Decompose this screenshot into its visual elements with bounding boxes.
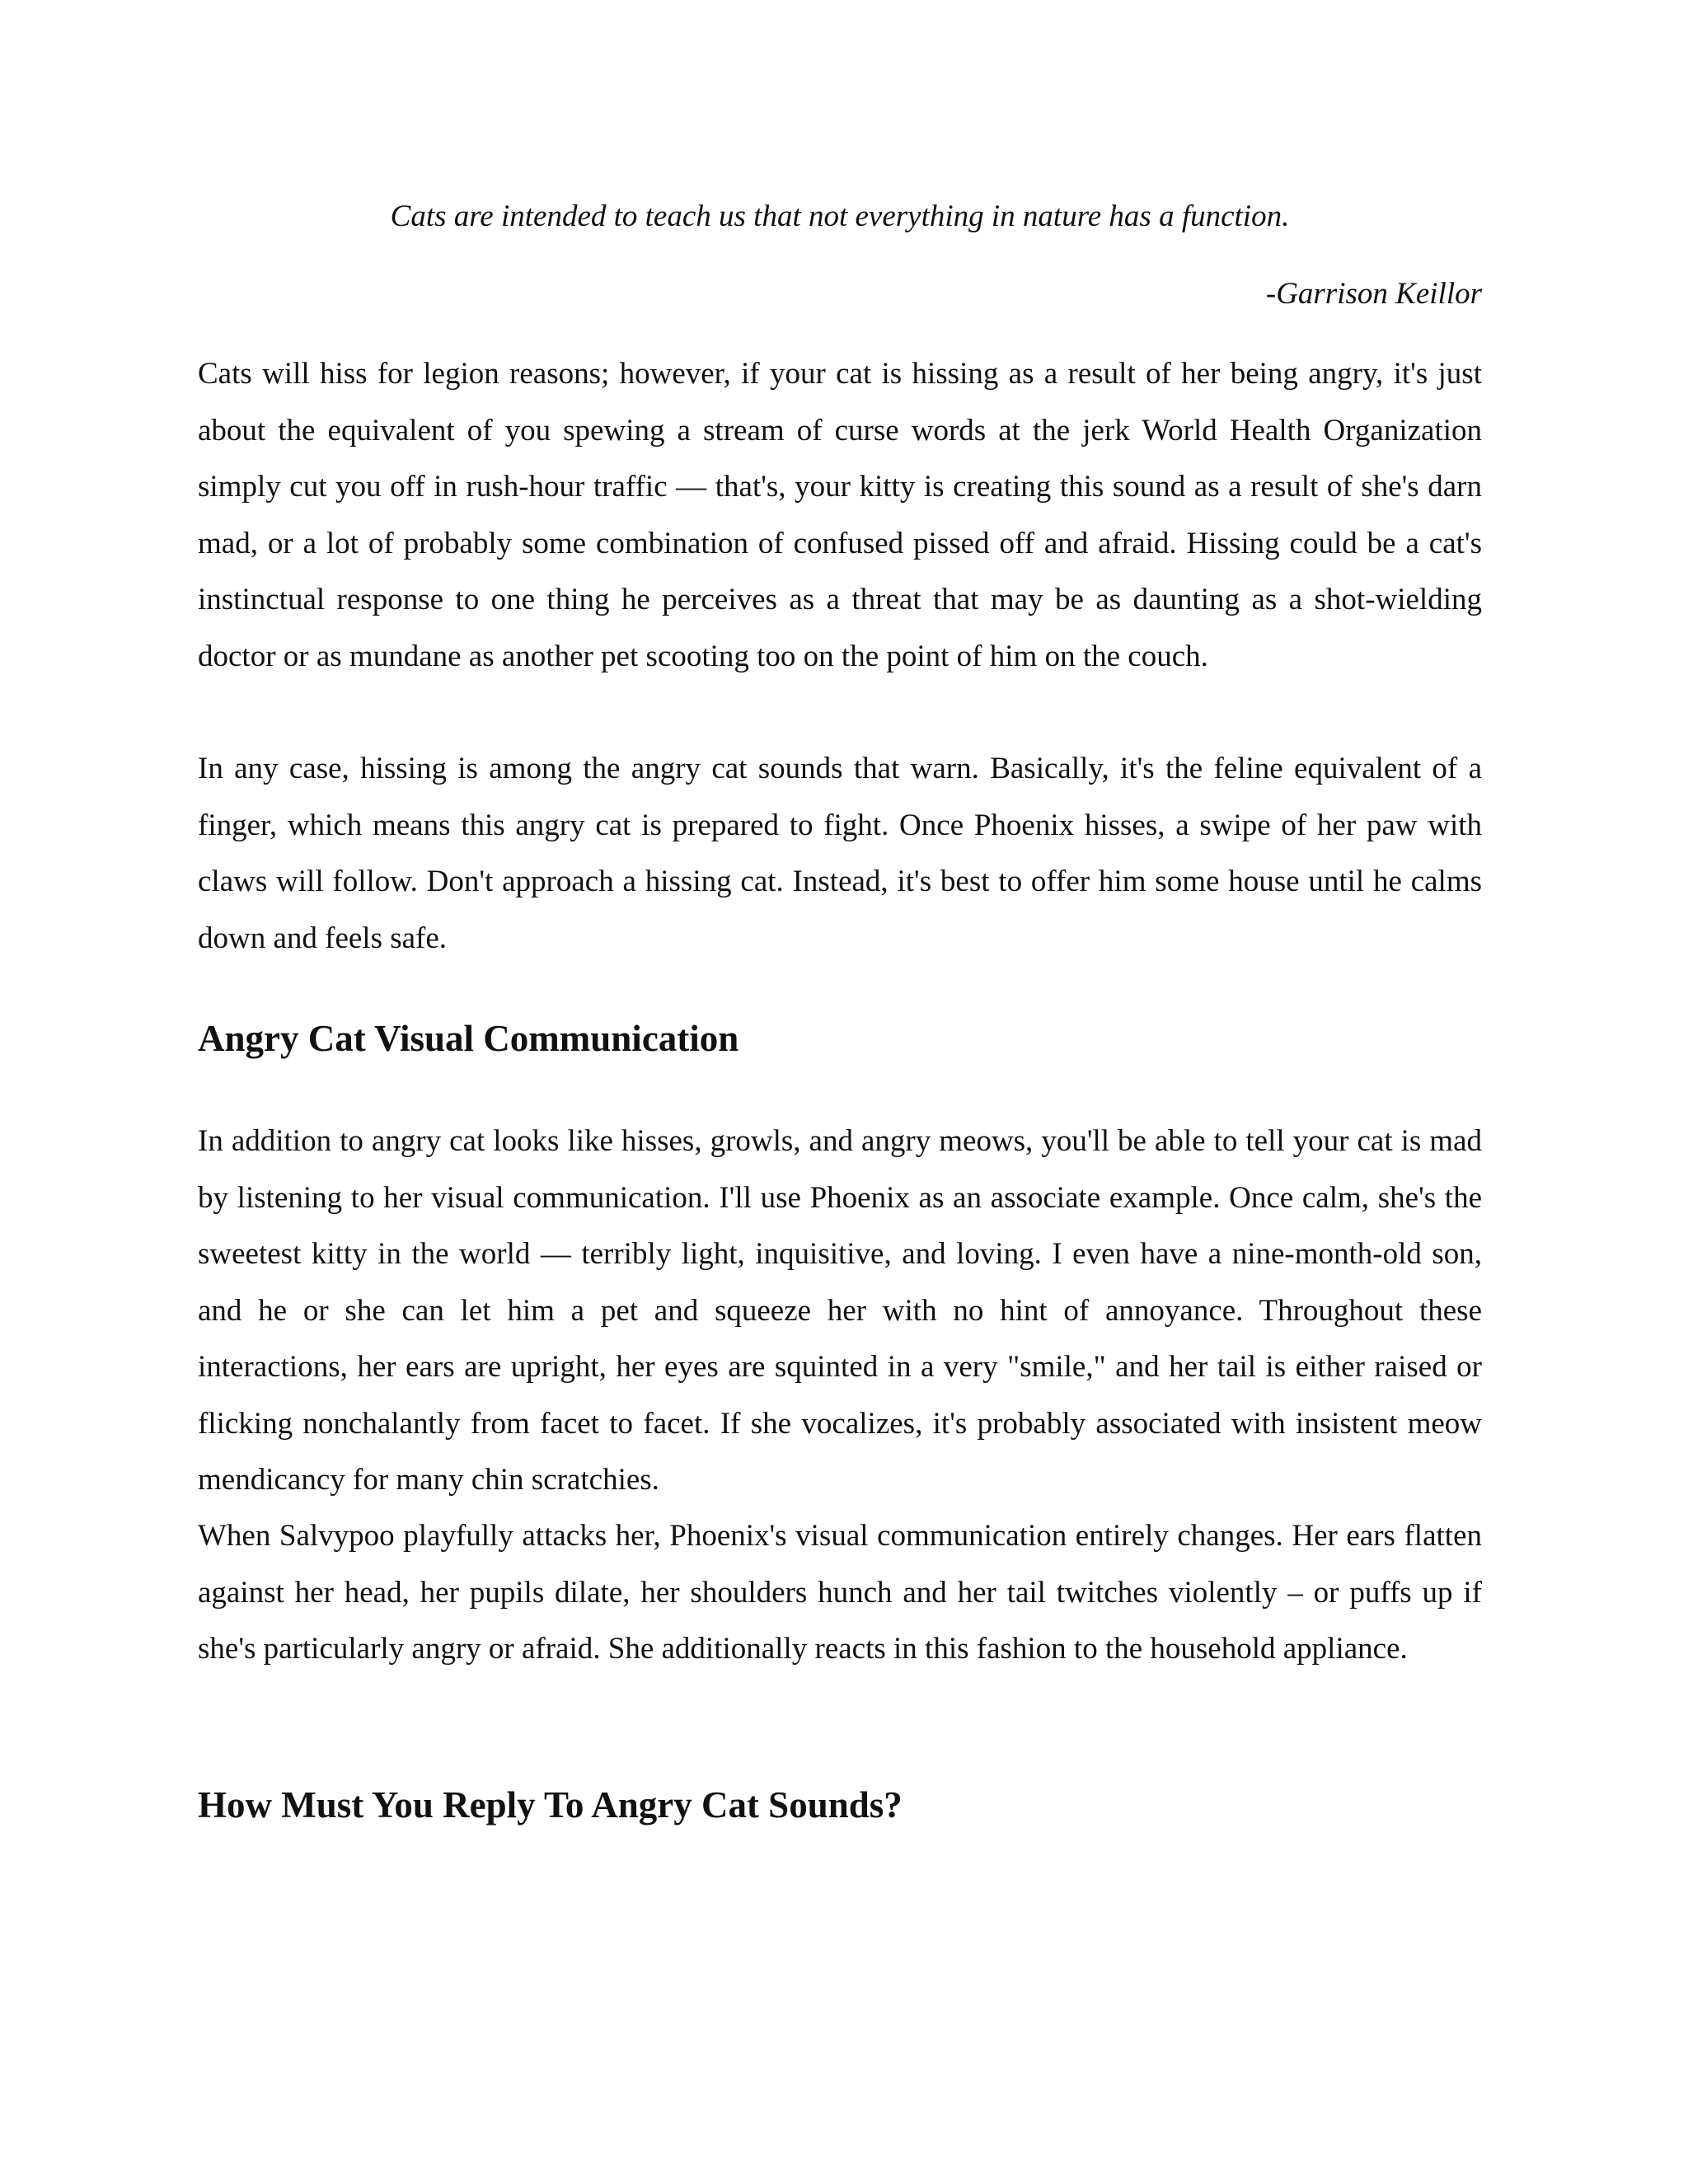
section-heading-reply: How Must You Reply To Angry Cat Sounds? [198,1784,903,1825]
paragraph-warning: In any case, hissing is among the angry cat sounds that warn. Basically, it's the feline equivalent of a finger, which means this angry cat is prepared to fight. Once Phoenix hisses, a swipe of her paw with claws will follow. Don't approach a hissing cat. Instead, it's best to offer him some house until he calms down and feels safe. [198,752,1482,955]
paragraph-hissing: Cats will hiss for legion reasons; however, if your cat is hissing as a result of her being angry, it's just about the equivalent of you spewing a stream of curse words at the jerk World Health Organization simply cut you off in rush-hour traffic — that's, your kitty is creating this sound as a result of she's darn mad, or a lot of probably some combination of confused pissed off and afraid. Hissing could be a cat's instinctual response to one thing he perceives as a threat that may be as daunting as a shot-wielding doctor or as mundane as another pet scooting too on the point of him on the couch. [198,357,1482,673]
epigraph-quote: Cats are intended to teach us that not everything in nature has a function. [390,199,1290,233]
epigraph-attribution: -Garrison Keillor [1265,277,1482,311]
paragraph-body-language: In addition to angry cat looks like hisses, growls, and angry meows, you'll be able to tell your cat is mad by listening to her visual communication. I'll use Phoenix as an associate example. Once calm, she's the sweetest kitty in the world — terribly light, inquisitive, and loving. I even have a nine-month-old son, and he or she can let him a pet and squeeze her with no hint of annoyance. Throughout these interactions, her ears are upright, her eyes are squinted in a very "smile," and her tail is either raised or flicking nonchalantly from facet to facet. If she vocalizes, it's probably associated with insistent meow mendicancy for many chin scratchies. [198,1124,1482,1497]
section-heading-visual-communication: Angry Cat Visual Communication [198,1018,739,1059]
paragraph-salvypoo: When Salvypoo playfully attacks her, Phoenix's visual communication entirely changes. Her ears flatten against her head, her pupils dilate, her shoulders hunch and her tail twitches violently – or puffs up if she's particularly angry or afraid. She additionally reacts in this fashion to the household appliance. [198,1519,1482,1666]
